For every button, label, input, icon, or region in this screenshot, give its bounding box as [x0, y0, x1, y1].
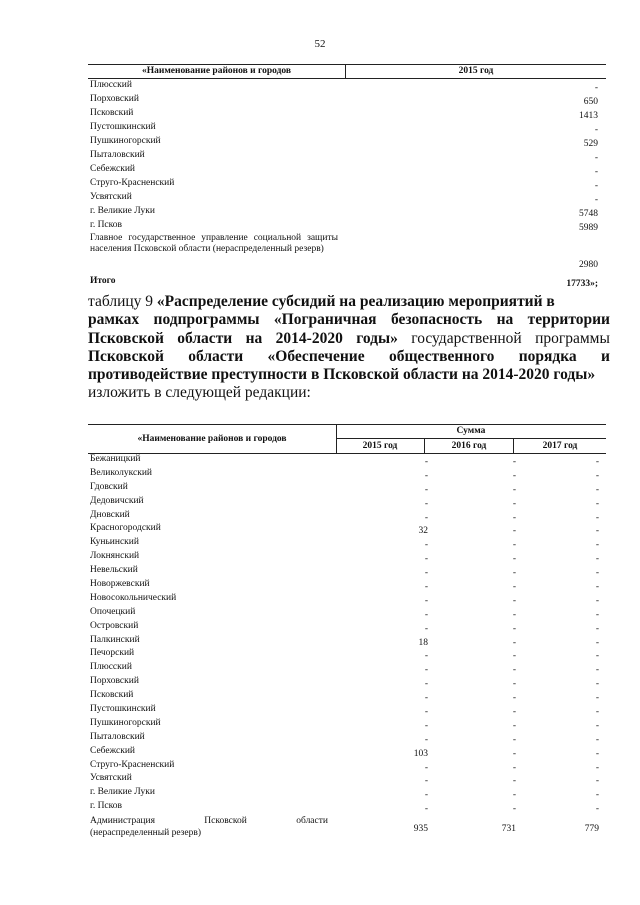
value-2015: - — [424, 484, 428, 495]
table-row — [88, 537, 606, 551]
paragraph-line — [88, 366, 610, 384]
value-2015: - — [424, 693, 428, 704]
table-row — [88, 510, 606, 524]
table-row — [88, 482, 606, 496]
value-2016: - — [512, 540, 516, 551]
value-2017: - — [595, 679, 599, 690]
value-2017: - — [595, 665, 599, 676]
table-row — [88, 760, 606, 774]
table-row — [88, 593, 606, 607]
row-name: Себежский — [90, 745, 135, 756]
table-body — [88, 79, 606, 233]
row-name: Островский — [90, 620, 139, 631]
row-name: г. Псков — [90, 801, 123, 812]
table-row — [88, 815, 606, 841]
row-name-line — [90, 815, 328, 827]
table-row — [88, 773, 606, 787]
value-2016: - — [512, 804, 516, 815]
row-name: Невельский — [90, 565, 138, 576]
row-name: Плюсский — [90, 80, 132, 90]
row-name: Себежский — [90, 164, 135, 174]
value-2015: 32 — [418, 526, 428, 537]
value-2017: - — [595, 582, 599, 593]
table-row — [88, 205, 606, 219]
paragraph-line — [88, 311, 610, 329]
row-name: Красногородский — [90, 523, 161, 534]
paragraph-line — [88, 348, 610, 366]
paragraph-word: области — [188, 347, 244, 365]
value-2017: - — [595, 748, 599, 759]
paragraph-text — [88, 293, 555, 311]
row-name — [90, 815, 328, 839]
row-value: 5989 — [579, 223, 598, 233]
value-2015: - — [424, 609, 428, 620]
value-2016: 731 — [501, 824, 516, 835]
row-name: г. Великие Луки — [90, 787, 155, 798]
value-2015: - — [424, 623, 428, 634]
header-sum: Сумма — [336, 425, 606, 439]
row-name: Пустошкинский — [90, 122, 156, 132]
table-row — [88, 732, 606, 746]
paragraph-line — [88, 293, 610, 311]
paragraph-line — [88, 330, 610, 348]
value-2016: - — [512, 762, 516, 773]
table-row — [88, 79, 606, 93]
row-name-word: области — [296, 816, 328, 827]
header-district-name: «Наименование районов и городов — [88, 65, 346, 78]
table-row — [88, 233, 606, 275]
row-name: Псковский — [90, 108, 134, 118]
row-name-word: Администрация — [90, 816, 155, 827]
row-value: - — [594, 195, 598, 205]
row-name: Пустошкинский — [90, 704, 156, 715]
row-name: Опочецкий — [90, 606, 136, 617]
table-row — [88, 163, 606, 177]
row-value: - — [594, 153, 598, 163]
value-2017: - — [595, 734, 599, 745]
table-row — [88, 662, 606, 676]
table-body — [88, 454, 606, 815]
row-name-line: (нераспределенный резерв) — [90, 828, 202, 839]
paragraph-word: годы» — [356, 329, 398, 347]
value-2016: - — [512, 665, 516, 676]
paragraph-text-bold: «Распределение субсидий на реализацию мероприятий в — [156, 293, 555, 310]
value-2015: - — [424, 665, 428, 676]
value-2016: - — [512, 457, 516, 467]
table-row — [88, 648, 606, 662]
value-2017: - — [595, 651, 599, 662]
value-2017: - — [595, 776, 599, 787]
value-2016: - — [512, 623, 516, 634]
value-2016: - — [512, 498, 516, 509]
value-2015: - — [424, 512, 428, 523]
value-2017: - — [595, 554, 599, 565]
value-2015: - — [424, 790, 428, 801]
row-value: - — [594, 167, 598, 177]
value-2016: - — [512, 693, 516, 704]
table-row — [88, 551, 606, 565]
row-name: Усвятский — [90, 773, 132, 784]
value-2016: - — [512, 748, 516, 759]
row-name: Струго-Красненский — [90, 759, 175, 770]
table-row — [88, 607, 606, 621]
value-2016: - — [512, 720, 516, 731]
paragraph-text-plain: таблицу 9 — [88, 293, 157, 310]
value-2017: - — [595, 623, 599, 634]
value-2017: - — [595, 470, 599, 481]
row-name: Дновский — [90, 509, 130, 520]
row-value: - — [594, 83, 598, 93]
table-row — [88, 579, 606, 593]
paragraph-word: территории — [527, 311, 610, 329]
table-row — [88, 93, 606, 107]
table-row — [88, 676, 606, 690]
table-row — [88, 496, 606, 510]
row-name: Пыталовский — [90, 150, 145, 160]
row-value: 650 — [583, 97, 598, 107]
value-2015: - — [424, 651, 428, 662]
paragraph-word: программы — [535, 329, 610, 347]
value-2015: - — [424, 762, 428, 773]
value-2017: - — [595, 609, 599, 620]
paragraph-word: 2014-2020 — [275, 329, 343, 347]
value-2016: - — [512, 595, 516, 606]
row-value: - — [594, 181, 598, 191]
value-2017: - — [595, 526, 599, 537]
value-2017: - — [595, 762, 599, 773]
header-year-2015: 2015 год — [458, 66, 494, 76]
table-header — [88, 64, 606, 79]
row-value: - — [594, 125, 598, 135]
value-2015: - — [424, 679, 428, 690]
row-name: Пушкиногорский — [90, 136, 161, 146]
row-name: Струго-Красненский — [90, 178, 175, 188]
paragraph-word: на — [245, 329, 263, 347]
paragraph-word: подпрограммы — [153, 311, 260, 329]
row-name: Порховский — [90, 94, 139, 104]
table-row — [88, 149, 606, 163]
value-2017: - — [595, 637, 599, 648]
value-2017: - — [595, 707, 599, 718]
header-year-2015: 2015 год — [336, 439, 425, 453]
value-2017: - — [595, 790, 599, 801]
table-row — [88, 135, 606, 149]
row-name: Пыталовский — [90, 731, 145, 742]
value-2015: - — [424, 470, 428, 481]
paragraph-word: Псковской — [88, 329, 164, 347]
value-2015: - — [424, 776, 428, 787]
value-2017: - — [595, 484, 599, 495]
value-2016: - — [512, 512, 516, 523]
paragraph-word: Псковской — [88, 347, 164, 365]
paragraph-word: «Пограничная — [273, 311, 377, 329]
value-2016: - — [512, 790, 516, 801]
subsidy-table-9 — [88, 424, 606, 841]
table-row — [88, 787, 606, 801]
paragraph-word: государственной — [411, 329, 522, 347]
value-2016: - — [512, 582, 516, 593]
table-row — [88, 219, 606, 233]
paragraph-word: порядка — [518, 347, 577, 365]
value-2016: - — [512, 554, 516, 565]
total-value: 17733»; — [566, 279, 598, 289]
row-name: Печорский — [90, 648, 135, 659]
row-name: Гдовский — [90, 481, 128, 492]
row-name: Локнянский — [90, 551, 140, 562]
total-label: Итого — [90, 276, 116, 286]
table-row — [88, 565, 606, 579]
paragraph-word: общественного — [388, 347, 495, 365]
paragraph-word: рамках — [88, 311, 140, 329]
table-row — [88, 107, 606, 121]
table-header — [88, 424, 606, 454]
value-2015: - — [424, 457, 428, 467]
value-2017: 779 — [584, 824, 599, 835]
row-value: 529 — [583, 139, 598, 149]
paragraph-word: области — [177, 329, 233, 347]
value-2015: - — [424, 595, 428, 606]
value-2017: - — [595, 595, 599, 606]
table-row — [88, 718, 606, 732]
subsidy-table-continued — [88, 64, 606, 289]
value-2016: - — [512, 679, 516, 690]
table-row — [88, 690, 606, 704]
paragraph-text-plain: изложить в следующей редакции: — [88, 384, 311, 402]
total-row — [88, 275, 606, 289]
table-row — [88, 523, 606, 537]
value-2016: - — [512, 707, 516, 718]
value-2017: - — [595, 540, 599, 551]
value-2017: - — [595, 804, 599, 815]
value-2017: - — [595, 568, 599, 579]
row-name: г. Псков — [90, 220, 123, 230]
row-name-word: Псковской — [204, 816, 247, 827]
paragraph-text-bold: противодействие преступности в Псковской области на 2014-2020 годы» — [88, 366, 596, 384]
value-2016: - — [512, 637, 516, 648]
value-2017: - — [595, 693, 599, 704]
paragraph-word: «Обеспечение — [267, 347, 365, 365]
header-year-2016: 2016 год — [425, 439, 514, 453]
value-2016: - — [512, 470, 516, 481]
row-value: 1413 — [579, 111, 598, 121]
table-row — [88, 621, 606, 635]
table-row — [88, 635, 606, 649]
row-name: Бежаницкий — [90, 454, 141, 464]
table-row — [88, 704, 606, 718]
value-2015: - — [424, 498, 428, 509]
value-2015: - — [424, 554, 428, 565]
row-name: Главное государственное управление социальной защиты населения Псковской области (нераспределенный резерв) — [90, 233, 338, 254]
value-2015: - — [424, 582, 428, 593]
value-2016: - — [512, 776, 516, 787]
table-row — [88, 177, 606, 191]
page-number: 52 — [314, 38, 326, 50]
paragraph-word: безопасность — [390, 311, 483, 329]
row-value: 5748 — [579, 209, 598, 219]
paragraph-line — [88, 384, 610, 402]
value-2015: - — [424, 707, 428, 718]
value-2016: - — [512, 609, 516, 620]
value-2015: - — [424, 568, 428, 579]
row-name: Порховский — [90, 676, 139, 687]
paragraph-word: и — [601, 347, 610, 365]
value-2015: - — [424, 540, 428, 551]
table-row — [88, 801, 606, 815]
row-name: Плюсский — [90, 662, 132, 673]
table-row — [88, 746, 606, 760]
row-name: Псковский — [90, 690, 134, 701]
row-value: 2980 — [579, 260, 598, 270]
row-name: Куньинский — [90, 537, 139, 548]
value-2017: - — [595, 720, 599, 731]
row-name: Усвятский — [90, 192, 132, 202]
value-2017: - — [595, 498, 599, 509]
value-2015: - — [424, 734, 428, 745]
header-year-2017: 2017 год — [542, 441, 578, 451]
value-2016: - — [512, 734, 516, 745]
row-name: Пушкиногорский — [90, 717, 161, 728]
value-2015: 935 — [413, 824, 428, 835]
value-2016: - — [512, 568, 516, 579]
paragraph-word: на — [496, 311, 514, 329]
body-paragraph — [88, 293, 610, 403]
table-row — [88, 191, 606, 205]
value-2016: - — [512, 526, 516, 537]
value-2017: - — [595, 457, 599, 467]
row-name: Новосокольнический — [90, 592, 177, 603]
value-2015: 103 — [413, 748, 428, 759]
value-2015: 18 — [418, 637, 428, 648]
row-name: г. Великие Луки — [90, 206, 155, 216]
value-2016: - — [512, 484, 516, 495]
table-row — [88, 468, 606, 482]
value-2016: - — [512, 651, 516, 662]
row-name: Новоржевский — [90, 579, 150, 590]
value-2017: - — [595, 512, 599, 523]
value-2015: - — [424, 720, 428, 731]
table-row — [88, 454, 606, 468]
row-name: Палкинский — [90, 634, 140, 645]
header-district-name: «Наименование районов и городов — [88, 425, 337, 453]
row-name: Великолукский — [90, 467, 153, 478]
row-name: Дедовичский — [90, 495, 144, 506]
table-row — [88, 121, 606, 135]
value-2015: - — [424, 804, 428, 815]
